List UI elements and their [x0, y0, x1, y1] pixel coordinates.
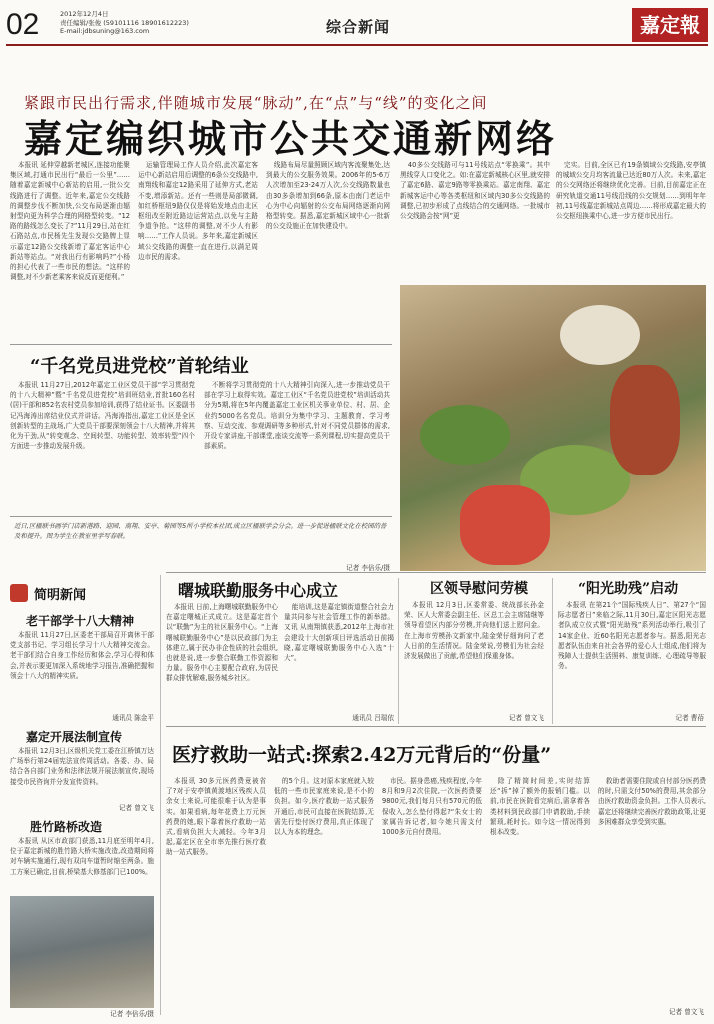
lead-column-5: 完实。目前,全区已有19条镇域公交线路,安亭镇的城域公交月均客流量已达近80万人次。未来,嘉定的公交网络还将继续优化完善。目前,目前嘉定正在研究轨道交通11号线沿线的公交规划……到明年年初,11号线嘉定新城站点周边……将形成嘉定最大的公交枢纽换乘中心,进一步方便市民出行。 — [556, 161, 706, 221]
party-photo-credit: 记者 李倍乐/摄 — [346, 564, 390, 572]
lead-headline: 嘉定编织城市公共交通新网络 — [24, 116, 558, 161]
medical-column-4: 除了精简时间差,实时结算还“拆”掉了额外的报销门槛。以前,市民在医院看完病后,需拿着各类材料到民政部门申请救助,手续繁琐,耗时长。如今这一情况得到根本改变。 — [490, 777, 590, 837]
divider — [166, 726, 706, 727]
divider — [166, 572, 706, 573]
medical-column-1: 本报讯 30多元医药费竟被省了?对于安亭镇黄渡地区残疾人员余女士来说,可能很难于认为是事实。如果看病,每年花费上万元医药费的她,眼下靠着医疗救助一站式,看病负担大大减轻。今年3月起,嘉定区在全市率先推行医疗救助一站式服务。 — [166, 777, 266, 857]
service-column-1: 本报讯 日前,上海曙城联勤服务中心在嘉定曙城正式成立。这是嘉定首个以“联勤”为主的社区服务中心。“上海曙城联勤服务中心”是以民政部门为主体建立,属于民办非企性质的社会组织,也就是说,进一步整合联勤工作资源和力量。服务中心主要配合政府,为居民群众排忧解难,服务城乡社区。 — [166, 603, 278, 683]
service-headline: 曙城联勤服务中心成立 — [178, 581, 339, 600]
service-column-2: 能培训,这是嘉定镇街道整合社会力量共同参与社会管理工作的新举措。又讯 从南翔镇获悉,2012年上海市社会建设十大创新项目评选活动日前揭晓,嘉定曙城联勤服务中心入选“十大”。 — [284, 603, 394, 663]
editor-email: E-mail:jdbsuning@163.com — [60, 27, 150, 35]
lead-column-4: 40多公交线路可与11号线站点“零换乘”。其中黑线穿人口变化之。如:在嘉定新城核心区里,就安排了嘉定6路、嘉定9路等零换乘站。嘉定南翔、嘉定新城客运中心等各类枢纽和区域内30多公交线路的调整,已初步形成了点线结合的交通网络。一批城市公交线路会按“网”更 — [400, 161, 550, 221]
brief-news-tag — [10, 582, 150, 604]
divider — [160, 575, 161, 1015]
service-sign: 通讯员 吕瑞依 — [352, 714, 394, 722]
leaders-headline: 区领导慰问劳模 — [430, 581, 528, 597]
page-number: 02 — [6, 8, 40, 41]
section-title: 综合新闻 — [326, 18, 391, 36]
lead-column-1: 本报讯 延伸穿越新老城区,连接功能聚集区域,打通市民出行“最后一公里”……随着嘉定新城中心新站的启用,一批公交线路进行了调整。近年来,嘉定公交线路的调整步伐不断加快,公交布局逐渐由辐射型向更为科学合理的网格型转变。“12路的路线怎么变长了?”11月29日,站在红石路站点,市民杨先生发现公交路牌上显示嘉定12路公交线新增了嘉定客运中心新站等站点。“对我出行有影响吗?”小杨的担心代表了一些市民的想法。“这样的调整,对不少新老乘客来说反而更便利。” — [10, 161, 130, 282]
sunshine-text: 本报讯 在第21个“国际残疾人日”、第27个“国际志愿者日”来临之际,11月30日,嘉定区阳光志愿者队成立仪式暨“阳光助残”系列活动举行,吸引了14家企业、近60名阳光志愿者参与。据悉,阳光志愿者队伍由来自社会各界的爱心人士组成,他们将为残障人士提供生活照料、康复训练、心理疏导等服务。 — [558, 601, 706, 671]
lead-column-2: 运输管理局工作人员介绍,此次嘉定客运中心新站启用后调整的6条公交线路中,南翔线和嘉定12路采用了延伸方式,老站不变,增添新站。还有一些则是局部微调,如红桥枢纽9路仅仅是将始发地点由北区枢纽改至附近路边运营站点,以免与主路争道争抢。“这样的调整,对不少人有影响……”工作人员说。多年来,嘉定新城区域公交线路的调整一直在进行,以满足周边市民的需求。 — [138, 161, 258, 261]
party-headline: “千名党员进党校”首轮结业 — [30, 356, 249, 377]
medical-column-3: 市民。据身患癌,残疾程度,今年8月和9月2次住院,一次医药费要9800元,我们每月只有570元的低保收入,怎么垫付得起?“朱女士的家属告诉记者,如今她只需支付1000多元自付费用。 — [382, 777, 482, 837]
header-rule — [6, 44, 708, 46]
photo-caption: 近日,区楹联书画学门店新港路、迎园、南翔、安亭、菊园等5所小学校本社团,成立区楹联学会分会。进一步促进楹联文化在校园的普及和提升。图为学生在教室里学写春联。 — [14, 522, 387, 540]
medical-column-2: 的5个月。这对原本家庭就入较低的一些市民家庭来说,是不小的负担。如今,医疗救助一站式服务开通后,市民可直接在医院结算,无需先行垫付医疗费用,真正体现了以人为本的理念。 — [274, 777, 374, 837]
divider — [10, 516, 392, 517]
medical-headline: 医疗救助一站式:探索2.42万元背后的“份量” — [172, 744, 552, 766]
brief-1-title: 老干部学十八大精神 — [26, 614, 135, 628]
leaders-text: 本报讯 12月3日,区委常委、统战部长孙金荣、区人大常委会副主任、区总工会主席陆继等领导看望区内部分劳模,并向他们送上慰问金。在上海市劳模孙文新家中,陆金荣仔细询问了老人日前的生活情况。陆金荣说,劳模们为社会经济发展做出了贡献,希望他们保重身体。 — [404, 601, 544, 661]
masthead-meta — [60, 10, 189, 36]
brief-1-sign: 通讯员 陈金平 — [112, 714, 154, 722]
divider — [552, 578, 553, 724]
brief-2-sign: 记者 曾文飞 — [118, 804, 154, 812]
issue-date: 2012年12月4日 — [60, 10, 109, 18]
rss-icon — [10, 584, 28, 602]
brief-news-label: 简明新闻 — [34, 588, 87, 603]
sunshine-headline: “阳光助残”启动 — [578, 581, 679, 597]
medical-sign: 记者 曾文飞 — [668, 1008, 704, 1016]
bridge-photo — [10, 896, 154, 1008]
sunshine-sign: 记者 曹蓓 — [675, 714, 704, 722]
divider — [10, 344, 392, 345]
brief-2-text: 本报讯 12月3日,区级机关党工委在江桥镇万达广场举行第24届宪法宣传周活动。各委、办、局结合各自部门业务和法律法规开展法制宣传,现场接受市民咨询并分发宣传资料。 — [10, 747, 154, 786]
divider — [398, 578, 399, 724]
lead-kicker: 紧跟市民出行需求,伴随城市发展“脉动”,在“点”与“线”的变化之间 — [24, 94, 488, 112]
newspaper-logo: 嘉定報 — [632, 8, 708, 42]
brief-2-title: 嘉定开展法制宣传 — [26, 730, 123, 744]
medical-column-5: 救助者需要住院或自付部分医药费的时,只需支付50%的费用,其余部分由医疗救助资金负担。工作人员表示,嘉定还将继续完善医疗救助政策,让更多困难群众享受到实惠。 — [598, 777, 706, 826]
party-column-2: 不断将学习贯彻党的十八大精神引向深入,进一步推动党员干部在学习上取得实效。嘉定工业区“千名党员进党校”培训活动共分为5期,将在5年内覆盖嘉定工业区机关事业单位、村、居、企业约5000名名党员。培训分为集中学习、主题教育、学习考察、互动交流、参观调研等多种形式,针对不同党员群体的需求,开设专家讲座,干部课堂,座谈交流等一系列课程,切实提高党员干部素质。 — [204, 381, 390, 451]
editor-line: 责任编辑/张俊 (59101116 18901612223) — [60, 18, 189, 27]
lead-column-3: 线路布局尽量照顾区域内客流聚集处,达到最大的公交服务效果。2006年的5-6万人次增加至23-24万人次,公交线路数量也由30多条增加到66条,原本由南门老运中心为中心向辐射的公交布局网络逐渐向网格型转变。据悉,嘉定新城区域中心一批新的公交设施正在加快建设中。 — [266, 161, 390, 231]
market-photo — [400, 285, 706, 571]
party-column-1: 本报讯 11月27日,2012年嘉定工业区党员干部“学习贯彻党的十八大精神”暨“千名党员进党校”培训班结业,首批160名村(居)干部和852名农村党员参加培训,获得了结业证书。区委副书记冯海涛出席结业仪式并讲话。冯海涛指出,嘉定工业区是全区创新转型的主战场,广大党员干部要深刻领会十八大精神,并将其化为干劲,从“转变观念、空间转型、功能转型、效率转型”四个方面进一步推动发展升级。 — [10, 381, 195, 451]
brief-3-sign: 记者 李倍乐/摄 — [110, 1010, 154, 1018]
leaders-sign: 记者 曾文飞 — [508, 714, 544, 722]
brief-3-title: 胜竹路桥改造 — [30, 820, 103, 834]
brief-1-text: 本报讯 11月27日,区委老干部局召开离休干部党支部书记、学习组长学习十八大精神交流会。老干部们结合自身工作经历和体会,学习心得和体会,并表示要更加深入系统地学习报告,准确把握和领会十八大的精神实质。 — [10, 631, 154, 680]
brief-3-text: 本报讯 从区市政部门获悉,11月底至明年4月,位于嘉定新城的胜竹路大桥实施改造,改造期间将对车辆实施通行,现有双向车道暂时缩至两条。施工方案已确定,目前,桥梁基大修基部门已100%。 — [10, 837, 154, 876]
